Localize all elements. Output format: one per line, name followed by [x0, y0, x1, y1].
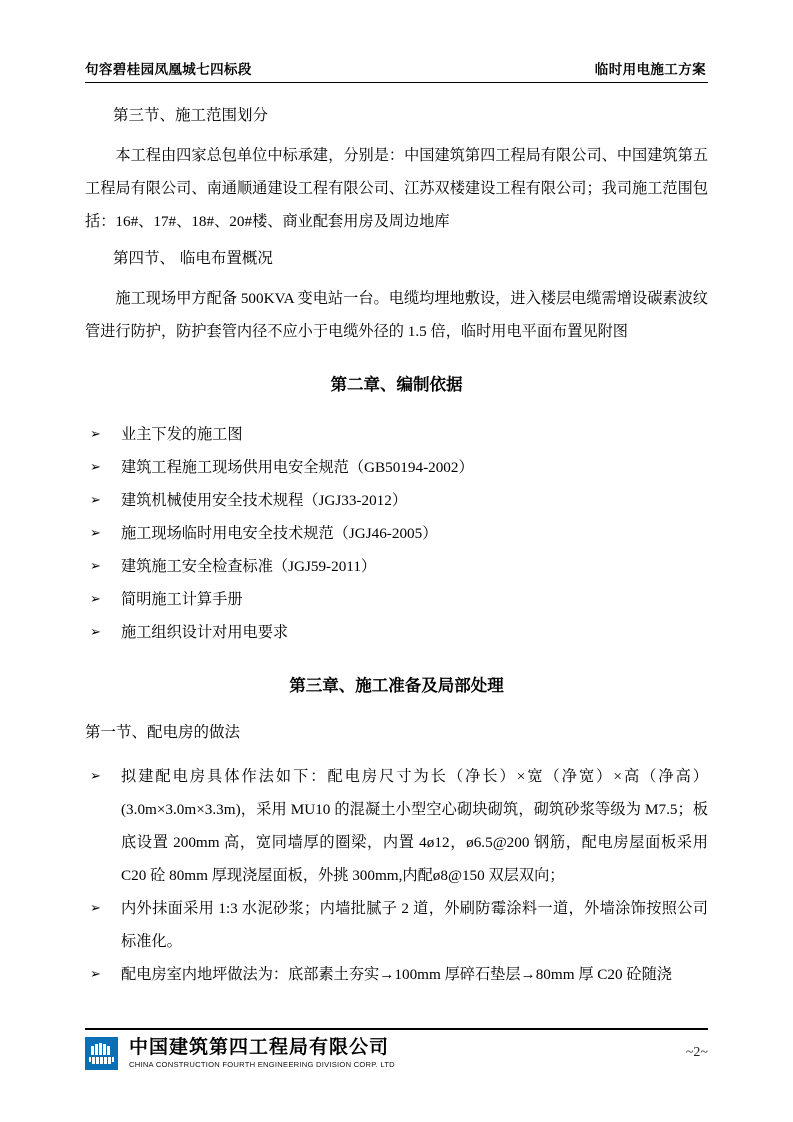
list-item-label: 拟建配电房具体作法如下：配电房尺寸为长（净长）×宽（净宽）×高（净高）(3.0m×3.0m×3.3m)，采用 MU10 的混凝土小型空心砌块砌筑，砌筑砂浆等级为 M7.5；板底设置 200mm 高，宽同墙厚的圈梁，内置 4ø12，ø6.5@200 钢筋，配电房屋面板采用 C20 砼 80mm 厚现浇屋面板，外挑 300mm,内配ø8@150 双层双向；	[121, 768, 708, 885]
page-number: ~2~	[685, 1044, 708, 1060]
list-item	[85, 760, 708, 892]
chapter-2-list	[85, 418, 708, 649]
header-document-title: 临时用电施工方案	[594, 62, 706, 78]
list-item-label: 建筑施工安全检查标准（JGJ59-2011）	[121, 557, 377, 575]
arrow-bullet-icon: ➢	[90, 492, 101, 508]
list-item	[85, 451, 708, 484]
footer-company-name-en: CHINA CONSTRUCTION FOURTH ENGINEERING DIVISION CORP. LTD	[129, 1060, 395, 1069]
section-heading-4: 第四节、 临电布置概况	[113, 249, 273, 268]
list-item-label: 简明施工计算手册	[121, 590, 243, 608]
list-item-label: 建筑机械使用安全技术规程（JGJ33-2012）	[121, 491, 408, 509]
arrow-bullet-icon: ➢	[90, 967, 101, 983]
chapter-3-title: 第三章、施工准备及局部处理	[289, 675, 504, 695]
chapter-2-title: 第二章、编制依据	[330, 375, 463, 395]
list-item	[85, 616, 708, 649]
list-item-label: 施工现场临时用电安全技术规范（JGJ46-2005）	[121, 524, 438, 542]
arrow-bullet-icon: ➢	[90, 901, 101, 917]
running-header	[85, 62, 708, 83]
arrow-bullet-icon: ➢	[90, 591, 101, 607]
chapter-3-list	[85, 760, 708, 991]
section-4-paragraph: 施工现场甲方配备 500KVA 变电站一台。电缆均埋地敷设，进入楼层电缆需增设碳素波纹管进行防护，防护套管内径不应小于电缆外径的 1.5 倍，临时用电平面布置见附图	[85, 290, 708, 341]
list-item-label: 施工组织设计对用电要求	[121, 623, 289, 641]
list-item	[85, 892, 708, 958]
cscec-logo-icon	[85, 1037, 118, 1070]
section-heading-1: 第一节、配电房的做法	[85, 723, 241, 742]
list-item-label: 配电房室内地坪做法为：底部素土夯实→100mm 厚碎石垫层→80mm 厚 C20 砼随浇	[121, 966, 672, 984]
list-item	[85, 517, 708, 550]
list-item-label: 建筑工程施工现场供用电安全规范（GB50194-2002）	[121, 458, 474, 476]
page-footer	[85, 1028, 708, 1070]
section-3-paragraph: 本工程由四家总包单位中标承建，分别是：中国建筑第四工程局有限公司、中国建筑第五工程局有限公司、南通顺通建设工程有限公司、江苏双楼建设工程有限公司；我司施工范围包括：16#、17#、18#、20#楼、商业配套用房及周边地库	[85, 147, 708, 231]
header-project-title: 句容碧桂园凤凰城七四标段	[85, 62, 252, 78]
arrow-bullet-icon: ➢	[90, 426, 101, 442]
arrow-bullet-icon: ➢	[90, 769, 101, 785]
footer-company-name-cn: 中国建筑第四工程局有限公司	[129, 1036, 390, 1058]
list-item	[85, 484, 708, 517]
arrow-bullet-icon: ➢	[90, 459, 101, 475]
arrow-bullet-icon: ➢	[90, 525, 101, 541]
list-item-label: 内外抹面采用 1:3 水泥砂浆；内墙批腻子 2 道，外刷防霉涂料一道，外墙涂饰按照公司标准化。	[121, 900, 708, 951]
list-item	[85, 550, 708, 583]
footer-company-block	[129, 1037, 395, 1070]
list-item	[85, 958, 708, 991]
list-item-label: 业主下发的施工图	[121, 425, 243, 443]
section-heading-3: 第三节、施工范围划分	[113, 106, 269, 125]
list-item	[85, 583, 708, 616]
list-item	[85, 418, 708, 451]
arrow-bullet-icon: ➢	[90, 624, 101, 640]
arrow-bullet-icon: ➢	[90, 558, 101, 574]
